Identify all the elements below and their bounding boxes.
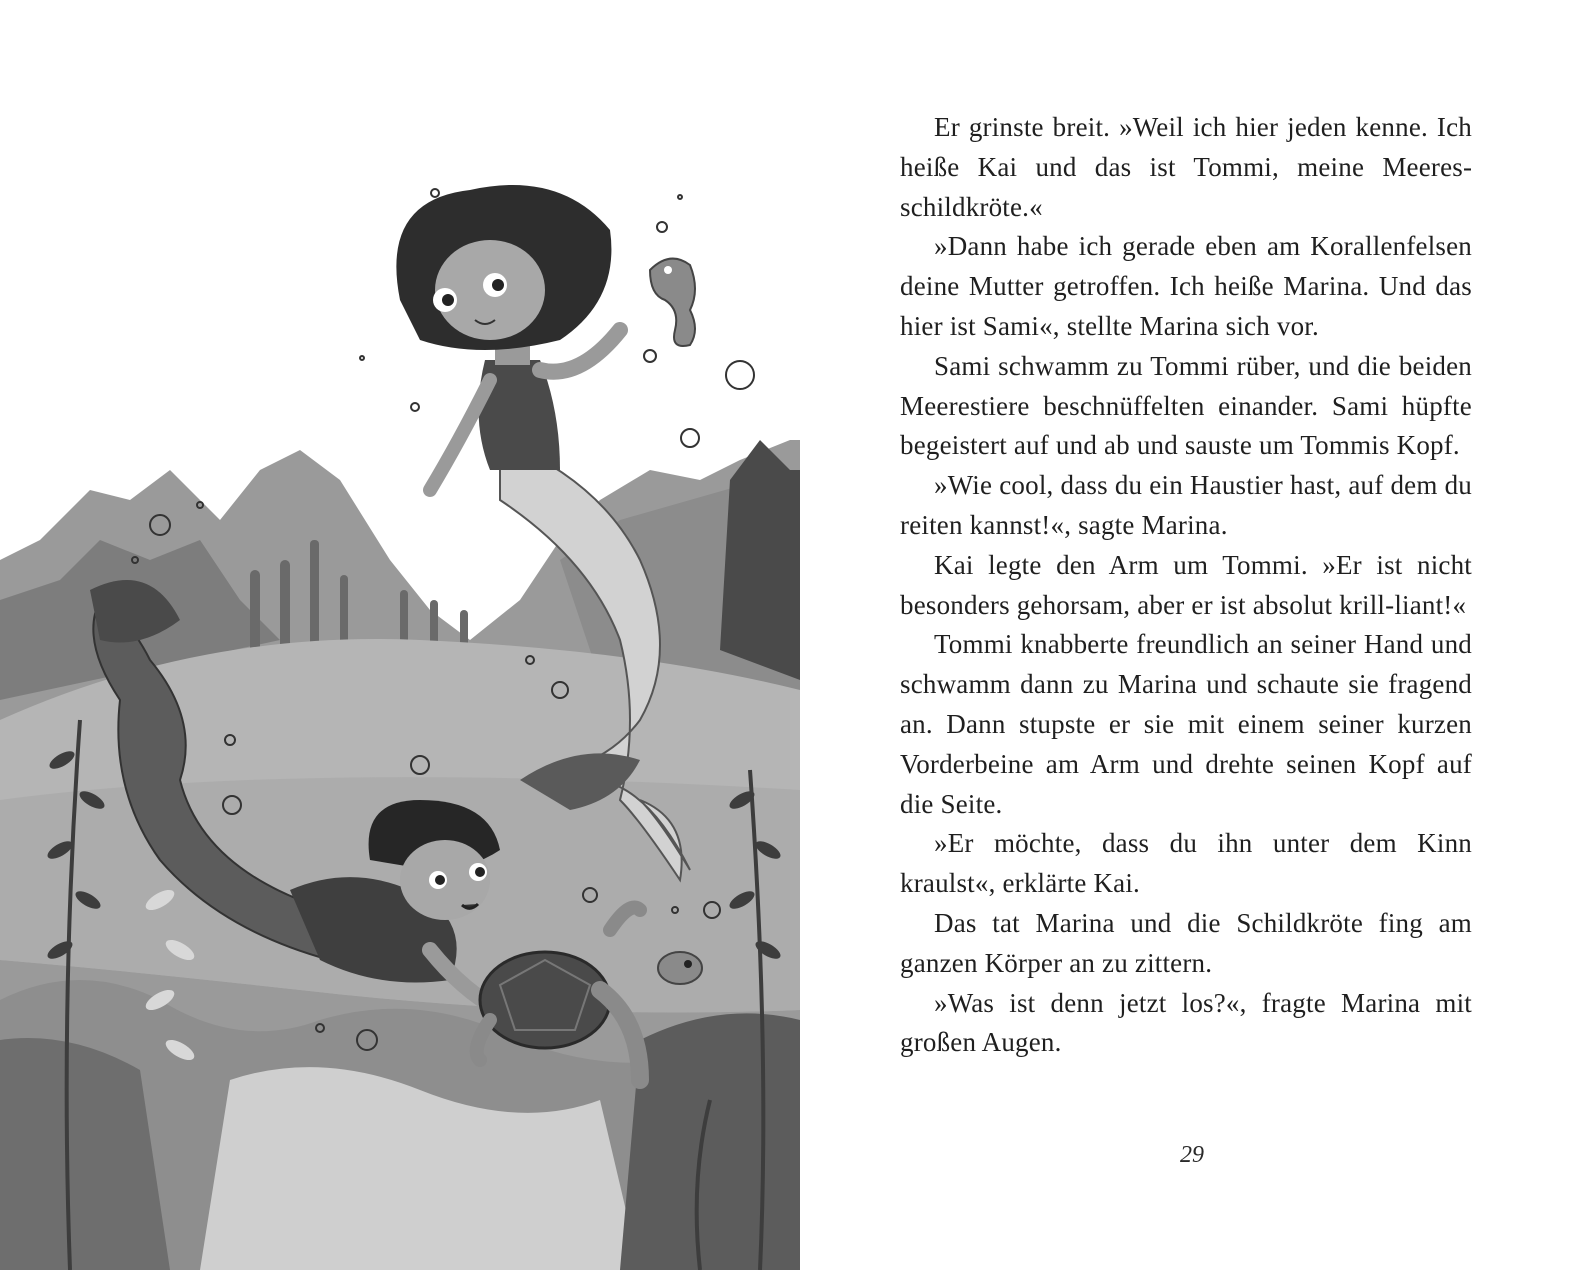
story-text [900, 108, 1472, 1063]
paragraph: Tommi knabberte freundlich an seiner Hand und schwamm dann zu Marina und schaute sie fragend an. Dann stupste er sie mit einem seiner kurzen Vorderbeine am Arm und drehte seinen Kopf auf die Seite. [900, 629, 1472, 819]
paragraph: »Er möchte, dass du ihn unter dem Kinn kraulst«, erklärte Kai. [900, 828, 1472, 899]
paragraph: »Dann habe ich gerade eben am Korallenfelsen deine Mutter getroffen. Ich heiße Marina. Und das hier ist Sami«, stellte Marina sich vor. [900, 231, 1472, 341]
page-number: 29 [1180, 1142, 1204, 1168]
paragraph: Er grinste breit. »Weil ich hier jeden kenne. Ich heiße Kai und das ist Tommi, meine Meeresschildkröte.« [900, 112, 1472, 222]
paragraph: Kai legte den Arm um Tommi. »Er ist nicht besonders gehorsam, aber er ist absolut krill-liant!« [900, 549, 1472, 620]
paragraph: »Wie cool, dass du ein Haustier hast, auf dem du reiten kannst!«, sagte Marina. [900, 470, 1472, 540]
paragraph: Sami schwamm zu Tommi rüber, und die beiden Meerestiere beschnüffelten einander. Sami hüpfte begeistert auf und ab und sauste um Tommis Kopf. [900, 350, 1472, 461]
paragraph: »Was ist denn jetzt los?«, fragte Marina mit großen Augen. [900, 987, 1472, 1058]
paragraph: Das tat Marina und die Schildkröte fing am ganzen Körper an zu zittern. [900, 907, 1472, 978]
